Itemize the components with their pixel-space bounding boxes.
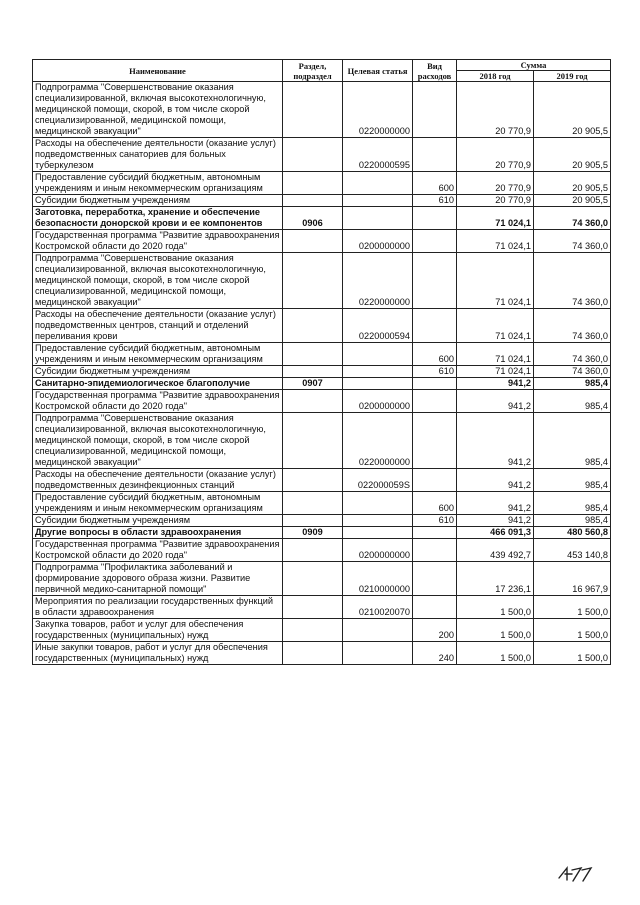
header-type: Вид расходов [413,60,457,82]
cell-2019: 74 360,0 [534,230,611,253]
cell-target: 0220000595 [343,138,413,172]
table-row [33,253,611,309]
table-row [33,390,611,413]
cell-2019: 985,4 [534,515,611,527]
cell-2018: 71 024,1 [457,309,534,343]
table-row [33,469,611,492]
cell-type: 610 [413,515,457,527]
cell-2018: 941,2 [457,492,534,515]
cell-target [343,172,413,195]
cell-name: Субсидии бюджетным учреждениям [33,195,283,207]
cell-2018: 20 770,9 [457,82,534,138]
header-year-2018: 2018 год [457,71,534,82]
table-row [33,230,611,253]
cell-section: 0906 [283,207,343,230]
cell-section [283,413,343,469]
cell-type: 600 [413,492,457,515]
table-row [33,207,611,230]
handwritten-page-number [556,862,600,884]
cell-target: 0200000000 [343,230,413,253]
cell-name: Субсидии бюджетным учреждениям [33,515,283,527]
cell-target: 0210000000 [343,562,413,596]
cell-2018: 20 770,9 [457,195,534,207]
cell-2019: 985,4 [534,378,611,390]
cell-section [283,138,343,172]
header-section: Раздел, подраздел [283,60,343,82]
cell-2019: 74 360,0 [534,309,611,343]
cell-target [343,527,413,539]
table-header [33,60,611,82]
cell-name: Расходы на обеспечение деятельности (оказание услуг) подведомственных санаториев для больных туберкулезом [33,138,283,172]
table-row [33,562,611,596]
cell-2019: 74 360,0 [534,366,611,378]
cell-type [413,309,457,343]
cell-2019: 985,4 [534,492,611,515]
cell-target [343,515,413,527]
cell-section [283,492,343,515]
table-body [33,82,611,665]
cell-type: 240 [413,642,457,665]
cell-2019: 74 360,0 [534,343,611,366]
cell-2018: 20 770,9 [457,172,534,195]
cell-type [413,138,457,172]
cell-target [343,195,413,207]
cell-section [283,596,343,619]
cell-section [283,619,343,642]
cell-name: Подпрограмма "Совершенствование оказания специализированной, включая высокотехнологичную, медицинской помощи, скорой, в том числе скорой специализированной, медицинской помощи, медицинской эвакуации" [33,82,283,138]
cell-name: Государственная программа "Развитие здравоохранения Костромской области до 2020 года" [33,230,283,253]
cell-type [413,82,457,138]
cell-2018: 941,2 [457,515,534,527]
cell-section [283,390,343,413]
cell-target: 0220000000 [343,413,413,469]
cell-target: 0220000000 [343,253,413,309]
cell-2018: 71 024,1 [457,253,534,309]
cell-name: Заготовка, переработка, хранение и обеспечение безопасности донорской крови и ее компонентов [33,207,283,230]
cell-type [413,469,457,492]
cell-name: Расходы на обеспечение деятельности (оказание услуг) подведомственных центров, станций и отделений переливания крови [33,309,283,343]
cell-2019: 74 360,0 [534,253,611,309]
table-row [33,138,611,172]
cell-2019: 20 905,5 [534,82,611,138]
cell-section: 0907 [283,378,343,390]
cell-2019: 16 967,9 [534,562,611,596]
table-row [33,195,611,207]
cell-target [343,207,413,230]
cell-type [413,230,457,253]
cell-type [413,413,457,469]
cell-name: Предоставление субсидий бюджетным, автономным учреждениям и иным некоммерческим организациям [33,172,283,195]
cell-2018: 941,2 [457,390,534,413]
cell-target: 0220000594 [343,309,413,343]
cell-target: 022000059S [343,469,413,492]
table-row [33,343,611,366]
cell-name: Подпрограмма "Профилактика заболеваний и формирование здорового образа жизни. Развитие первичной медико-санитарной помощи" [33,562,283,596]
cell-section [283,539,343,562]
table-row [33,172,611,195]
cell-2019: 20 905,5 [534,195,611,207]
table-row [33,539,611,562]
cell-2018: 941,2 [457,469,534,492]
header-target: Целевая статья [343,60,413,82]
cell-target: 0220000000 [343,82,413,138]
table-row [33,492,611,515]
cell-2018: 466 091,3 [457,527,534,539]
cell-type [413,378,457,390]
cell-type [413,527,457,539]
cell-type: 610 [413,195,457,207]
cell-target: 0200000000 [343,539,413,562]
cell-section [283,253,343,309]
cell-2018: 20 770,9 [457,138,534,172]
cell-2018: 71 024,1 [457,207,534,230]
cell-2018: 17 236,1 [457,562,534,596]
cell-type: 600 [413,172,457,195]
cell-2018: 71 024,1 [457,343,534,366]
cell-target [343,378,413,390]
cell-2019: 480 560,8 [534,527,611,539]
cell-2018: 71 024,1 [457,230,534,253]
cell-type [413,207,457,230]
cell-type [413,390,457,413]
cell-target [343,366,413,378]
cell-2018: 439 492,7 [457,539,534,562]
cell-name: Государственная программа "Развитие здравоохранения Костромской области до 2020 года" [33,390,283,413]
cell-2019: 985,4 [534,469,611,492]
table-row [33,378,611,390]
table-row [33,596,611,619]
table-row [33,82,611,138]
cell-section [283,642,343,665]
cell-name: Государственная программа "Развитие здравоохранения Костромской области до 2020 года" [33,539,283,562]
cell-2018: 71 024,1 [457,366,534,378]
cell-name: Предоставление субсидий бюджетным, автономным учреждениям и иным некоммерческим организациям [33,343,283,366]
cell-section [283,195,343,207]
cell-name: Другие вопросы в области здравоохранения [33,527,283,539]
cell-section [283,309,343,343]
cell-type [413,253,457,309]
cell-name: Мероприятия по реализации государственных функций в области здравоохранения [33,596,283,619]
table-row [33,619,611,642]
cell-type: 200 [413,619,457,642]
cell-2019: 453 140,8 [534,539,611,562]
cell-2019: 20 905,5 [534,172,611,195]
cell-name: Подпрограмма "Совершенствование оказания специализированной, включая высокотехнологичную, медицинской помощи, скорой, в том числе скорой специализированной, медицинской помощи, медицинской эвакуации" [33,413,283,469]
cell-section [283,562,343,596]
cell-name: Подпрограмма "Совершенствование оказания специализированной, включая высокотехнологичную, медицинской помощи, скорой, в том числе скорой специализированной, медицинской помощи, медицинской эвакуации" [33,253,283,309]
table-row [33,527,611,539]
cell-name: Санитарно-эпидемиологическое благополучие [33,378,283,390]
cell-section [283,366,343,378]
cell-target: 0200000000 [343,390,413,413]
cell-2019: 20 905,5 [534,138,611,172]
cell-2019: 1 500,0 [534,619,611,642]
cell-section: 0909 [283,527,343,539]
cell-section [283,172,343,195]
cell-2018: 1 500,0 [457,596,534,619]
table-row [33,413,611,469]
table-row [33,642,611,665]
cell-target [343,343,413,366]
table-row [33,309,611,343]
cell-2018: 941,2 [457,378,534,390]
header-year-2019: 2019 год [534,71,611,82]
cell-2018: 1 500,0 [457,642,534,665]
cell-2019: 1 500,0 [534,642,611,665]
cell-target: 0210020070 [343,596,413,619]
cell-2018: 1 500,0 [457,619,534,642]
cell-type [413,539,457,562]
cell-2018: 941,2 [457,413,534,469]
cell-name: Расходы на обеспечение деятельности (оказание услуг) подведомственных дезинфекционных станций [33,469,283,492]
cell-section [283,230,343,253]
cell-section [283,469,343,492]
cell-name: Закупка товаров, работ и услуг для обеспечения государственных (муниципальных) нужд [33,619,283,642]
cell-2019: 1 500,0 [534,596,611,619]
cell-target [343,492,413,515]
table-row [33,366,611,378]
cell-target [343,642,413,665]
cell-section [283,515,343,527]
cell-2019: 74 360,0 [534,207,611,230]
cell-target [343,619,413,642]
cell-section [283,82,343,138]
cell-type: 600 [413,343,457,366]
cell-type: 610 [413,366,457,378]
cell-2019: 985,4 [534,390,611,413]
cell-type [413,596,457,619]
cell-section [283,343,343,366]
cell-name: Предоставление субсидий бюджетным, автономным учреждениям и иным некоммерческим организациям [33,492,283,515]
budget-table [32,59,611,665]
table-row [33,515,611,527]
cell-name: Иные закупки товаров, работ и услуг для обеспечения государственных (муниципальных) нужд [33,642,283,665]
header-sum: Сумма [457,60,611,71]
cell-type [413,562,457,596]
cell-2019: 985,4 [534,413,611,469]
cell-name: Субсидии бюджетным учреждениям [33,366,283,378]
header-name: Наименование [33,60,283,82]
